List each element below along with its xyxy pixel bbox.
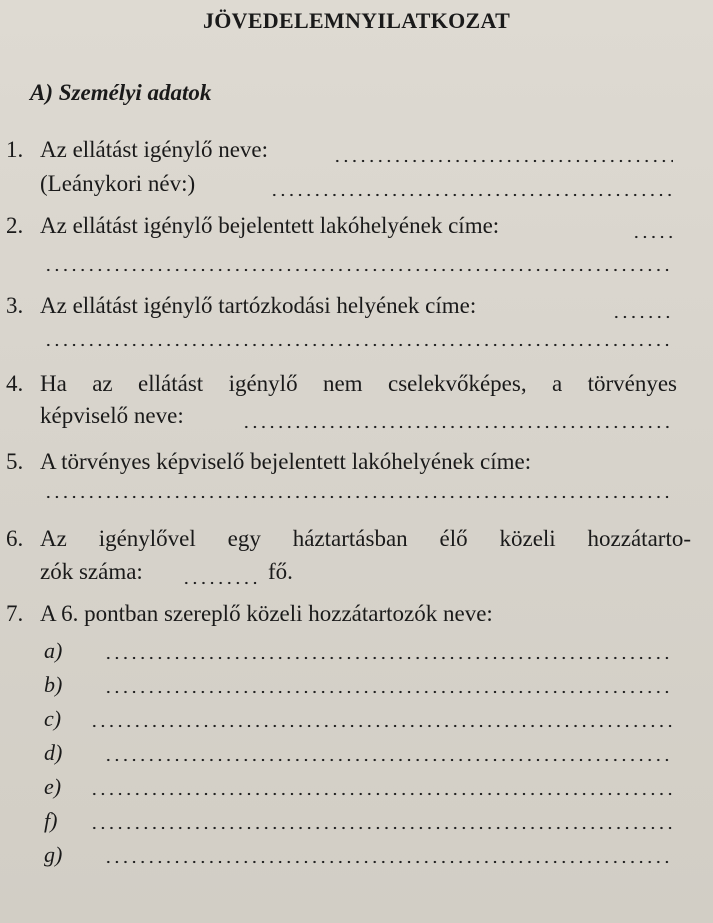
- relative-fill-c[interactable]: [90, 724, 674, 728]
- maiden-name-fill-line[interactable]: [270, 193, 673, 197]
- relative-fill-f[interactable]: [90, 826, 674, 830]
- item-number: 3.: [6, 293, 24, 318]
- item-label: Ha az ellátást igénylő nem cselekvőképes, a törvényes: [40, 371, 677, 396]
- relative-label-g: g): [44, 842, 63, 867]
- item-label: Az ellátást igénylő bejelentett lakóhelyének címe:: [40, 213, 500, 238]
- relative-fill-a[interactable]: [104, 656, 674, 660]
- guardian-address-fill-line[interactable]: [44, 495, 674, 499]
- item-label: zók száma:: [40, 559, 143, 584]
- address-fill-line[interactable]: [632, 235, 674, 239]
- item-number: 6.: [6, 526, 24, 551]
- item-label: Az igénylővel egy háztartásban élő közeli hozzátarto-: [40, 526, 691, 551]
- relative-label-e: e): [44, 774, 62, 799]
- name-fill-line[interactable]: [333, 159, 673, 163]
- relative-label-d: d): [44, 740, 63, 765]
- relative-label-f: f): [44, 808, 58, 833]
- item-label: képviselő neve:: [40, 403, 184, 428]
- item-label: Az ellátást igénylő tartózkodási helyének címe:: [40, 293, 477, 318]
- item-label: A törvényes képviselő bejelentett lakóhelyének címe:: [40, 449, 532, 474]
- relative-label-c: c): [44, 706, 62, 731]
- relative-label-a: a): [44, 638, 63, 663]
- form-title: JÖVEDELEMNYILATKOZAT: [202, 8, 511, 33]
- household-count-fill[interactable]: [182, 581, 260, 585]
- item-number: 5.: [6, 449, 24, 474]
- item-number: 2.: [6, 213, 24, 238]
- item-number: 7.: [6, 601, 24, 626]
- item-number: 1.: [6, 137, 24, 162]
- residence-fill-line[interactable]: [612, 315, 674, 319]
- relative-fill-b[interactable]: [104, 690, 674, 694]
- guardian-name-fill-line[interactable]: [242, 425, 674, 429]
- section-heading: A) Személyi adatok: [30, 80, 212, 105]
- item-label: Az ellátást igénylő neve:: [40, 137, 269, 162]
- relative-fill-e[interactable]: [90, 792, 674, 796]
- item-label: (Leánykori név:): [40, 171, 196, 196]
- residence-fill-line-2[interactable]: [44, 343, 674, 347]
- item-label-unit: fő.: [268, 559, 293, 584]
- item-number: 4.: [6, 371, 24, 396]
- relative-fill-d[interactable]: [104, 758, 674, 762]
- item-label: A 6. pontban szereplő közeli hozzátartozók neve:: [40, 601, 493, 626]
- relative-label-b: b): [44, 672, 63, 697]
- address-fill-line-2[interactable]: [44, 268, 674, 272]
- relative-fill-g[interactable]: [104, 860, 674, 864]
